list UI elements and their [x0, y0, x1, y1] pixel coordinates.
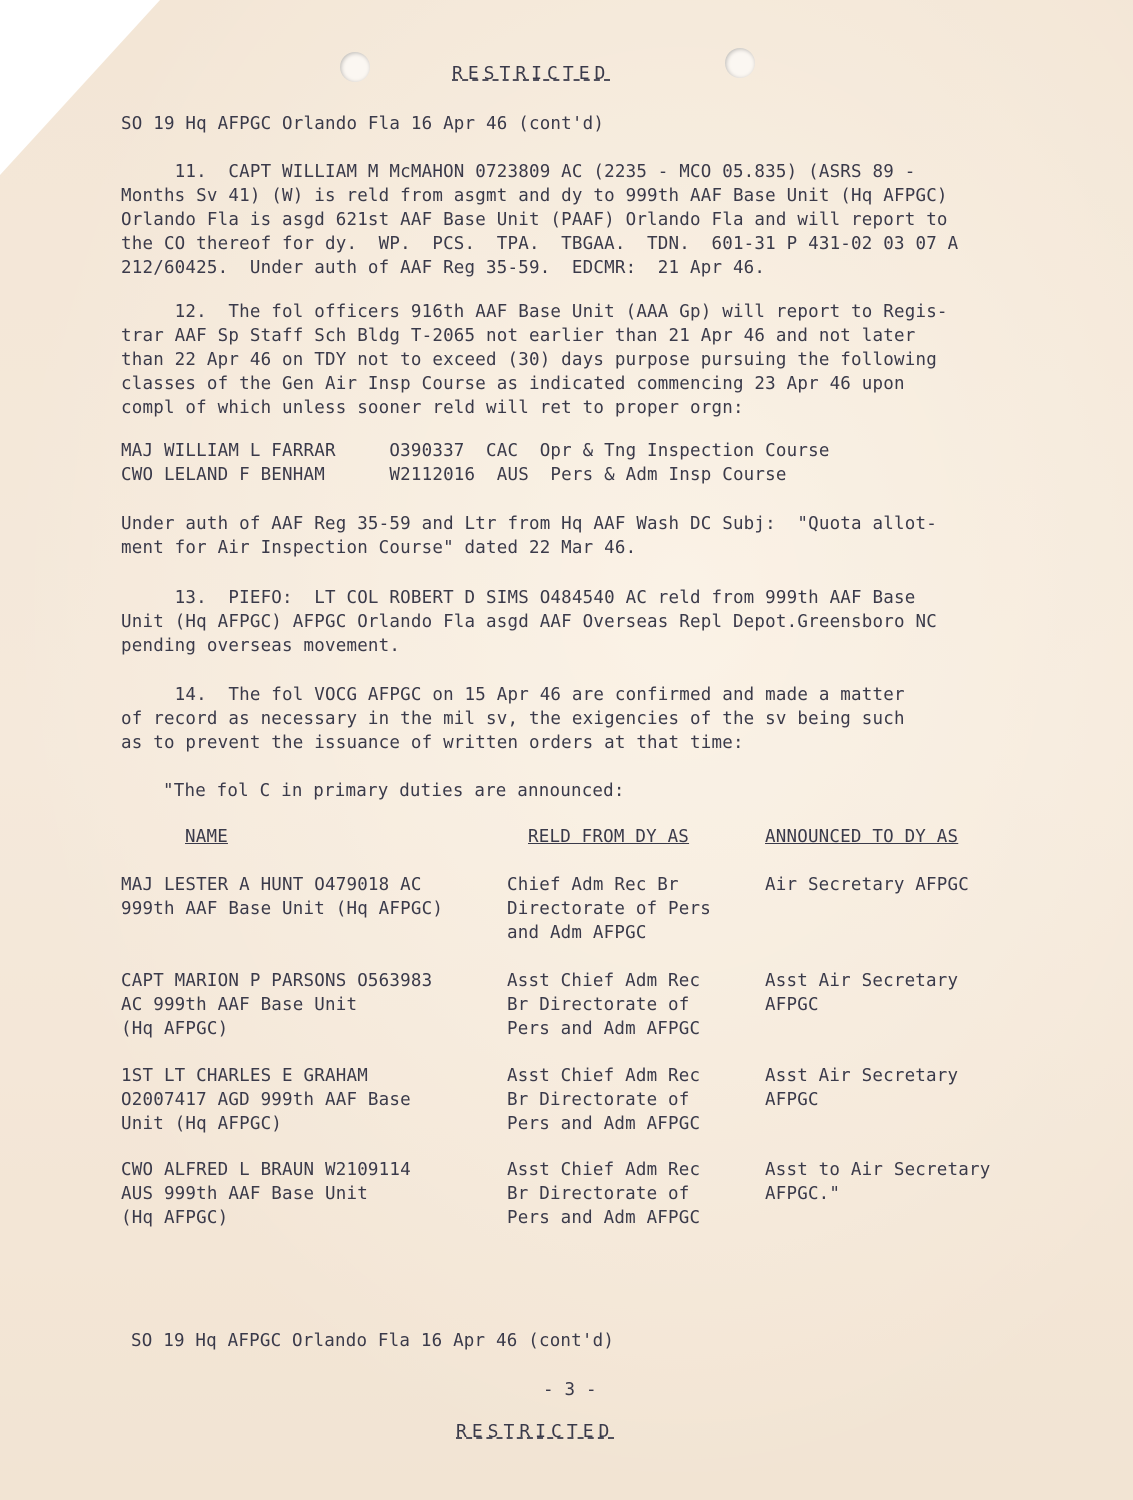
row-reld: Asst Chief Adm Rec Br Directorate of Pers and Adm AFPGC [507, 1066, 701, 1134]
order-heading: SO 19 Hq AFPGC Orlando Fla 16 Apr 46 (cont'd) [121, 114, 605, 134]
paragraph-14: 14. The fol VOCG AFPGC on 15 Apr 46 are confirmed and made a matter of record as necessary in the mil sv, the exigencies of the sv being such as to prevent the issuance of written orders at that time: [121, 685, 905, 753]
row-name: CAPT MARION P PARSONS O563983 AC 999th AAF Base Unit (Hq AFPGC) [121, 971, 433, 1039]
announcement-intro: "The fol C in primary duties are announced: [163, 781, 625, 801]
officer-roster: MAJ WILLIAM L FARRAR O390337 CAC Opr & Tng Inspection Course CWO LELAND F BENHAM W2112016 AUS Pers & Adm Insp Course [121, 441, 830, 485]
continuation-heading: SO 19 Hq AFPGC Orlando Fla 16 Apr 46 (cont'd) [131, 1331, 615, 1351]
row-announced: Asst Air Secretary AFPGC [765, 1066, 959, 1110]
row-reld: Asst Chief Adm Rec Br Directorate of Pers and Adm AFPGC [507, 1160, 701, 1228]
page-number: - 3 - [543, 1380, 597, 1400]
paragraph-12-authority: Under auth of AAF Reg 35-59 and Ltr from Hq AAF Wash DC Subj: "Quota allot- ment for Air Inspection Course" dated 22 Mar 46. [121, 514, 937, 558]
paragraph-12: 12. The fol officers 916th AAF Base Unit (AAA Gp) will report to Regis- trar AAF Sp Staff Sch Bldg T-2065 not earlier than 21 Apr 46 and not later than 22 Apr 46 on TDY not to exceed (30) days purpose pursuing the following classes of the Gen Air Insp Course as indicated commencing 23 Apr 46 upon compl of which unless sooner reld will ret to proper orgn: [121, 302, 948, 418]
row-reld: Chief Adm Rec Br Directorate of Pers and Adm AFPGC [507, 875, 711, 943]
column-header-reld: RELD FROM DY AS [528, 827, 690, 847]
row-name: 1ST LT CHARLES E GRAHAM O2007417 AGD 999th AAF Base Unit (Hq AFPGC) [121, 1066, 411, 1134]
paragraph-11: 11. CAPT WILLIAM M McMAHON 0723809 AC (2235 - MCO 05.835) (ASRS 89 - Months Sv 41) (W) is reld from asgmt and dy to 999th AAF Base Unit (Hq AFPGC) Orlando Fla is asgd 621st AAF Base Unit (PAAF) Orlando Fla and will report to the CO thereof for dy. WP. PCS. TPA. TBGAA. TDN. 601-31 P 431-02 03 07 A 212/60425. Under auth of AAF Reg 35-59. EDCMR: 21 Apr 46. [121, 162, 959, 278]
row-announced: Asst Air Secretary AFPGC [765, 971, 959, 1015]
row-name: CWO ALFRED L BRAUN W2109114 AUS 999th AAF Base Unit (Hq AFPGC) [121, 1160, 411, 1228]
column-header-name: NAME [185, 827, 228, 847]
row-name: MAJ LESTER A HUNT O479018 AC 999th AAF Base Unit (Hq AFPGC) [121, 875, 444, 919]
classification-header: RESTRICTED [452, 63, 611, 84]
classification-footer: RESTRICTED [456, 1421, 615, 1442]
row-reld: Asst Chief Adm Rec Br Directorate of Pers and Adm AFPGC [507, 971, 701, 1039]
row-announced: Asst to Air Secretary AFPGC." [765, 1160, 991, 1204]
column-header-announced: ANNOUNCED TO DY AS [765, 827, 959, 847]
row-announced: Air Secretary AFPGC [765, 875, 969, 895]
paragraph-13: 13. PIEFO: LT COL ROBERT D SIMS O484540 AC reld from 999th AAF Base Unit (Hq AFPGC) AFPGC Orlando Fla asgd AAF Overseas Repl Depot.Greensboro NC pending overseas movement. [121, 588, 937, 656]
